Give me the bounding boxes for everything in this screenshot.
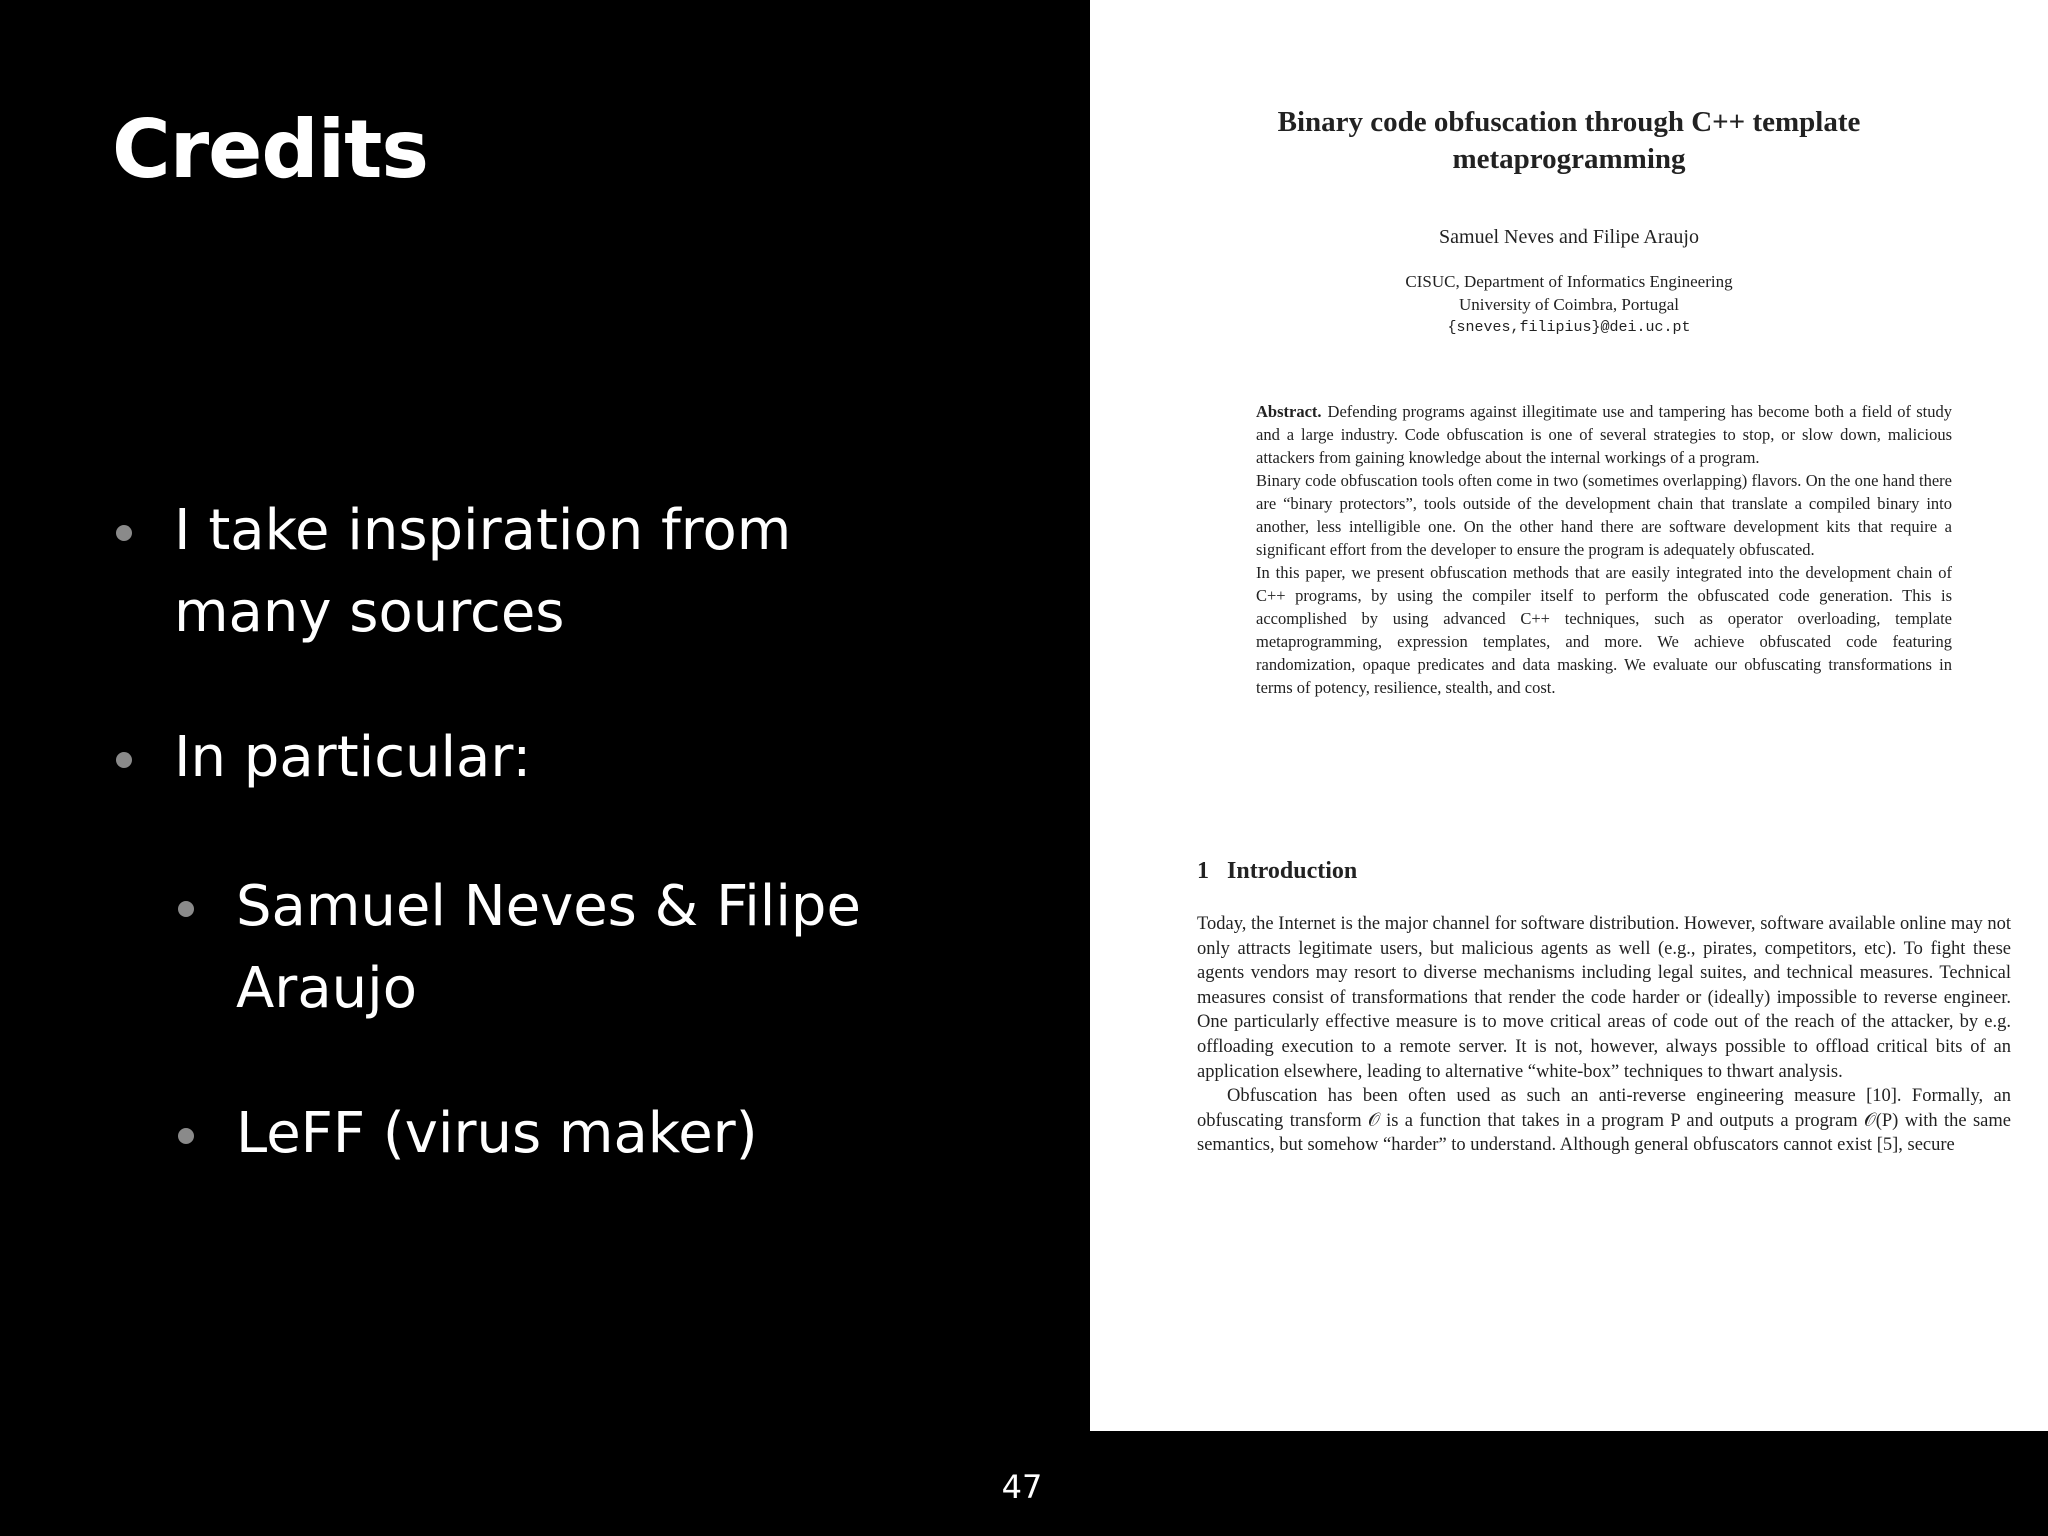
bullet-dot-icon xyxy=(178,901,194,917)
slide-title: Credits xyxy=(112,103,428,196)
page-number: 47 xyxy=(1001,1468,1043,1506)
paper-abstract xyxy=(1256,400,1952,699)
abstract-paragraph: In this paper, we present obfuscation methods that are easily integrated into the development chain of C++ programs, by using the compiler itself to perform the obfuscated code generation. This is accomplished by using advanced C++ techniques, such as operator overloading, template metaprogramming, expression templates, and more. We achieve obfuscated code featuring randomization, opaque predicates and data masking. We evaluate our obfuscating transformations in terms of potency, resilience, stealth, and cost. xyxy=(1256,563,1952,697)
abstract-text: Defending programs against illegitimate use and tampering has become both a field of study and a large industry. Code obfuscation is one of several strategies to stop, or slow down, malicious attackers from gaining knowledge about the internal workings of a program. xyxy=(1256,402,1952,467)
paper-screenshot xyxy=(1090,0,2048,1431)
bullet-dot-icon xyxy=(116,752,132,768)
abstract-paragraph: Binary code obfuscation tools often come in two (sometimes overlapping) flavors. On the one hand there are “binary protectors”, tools outside of the development chain that translate a compiled binary into another, less intelligible one. On the other hand there are software development kits that require a significant effort from the developer to ensure the program is adequately obfuscated. xyxy=(1256,471,1952,559)
author-email: {sneves,filipius}@dei.uc.pt xyxy=(1447,319,1691,336)
affiliation-line: University of Coimbra, Portugal xyxy=(1458,295,1680,314)
paper-affiliation xyxy=(1090,270,2048,339)
body-paragraph: Today, the Internet is the major channel for software distribution. However, software available online may not only attracts legitimate users, but malicious agents as well (e.g., pirates, competitors, etc). To fight these agents vendors may resort to diverse mechanisms including legal suites, and technical measures. Technical measures consist of transformations that render the code harder or (ideally) impossible to reverse engineer. One particularly effective measure is to move critical areas of code out of the reach of the attacker, by e.g. offloading execution to a remote server. It is not, however, always possible to offload critical bits of an application elsewhere, leading to alternative “white-box” techniques to thwart analysis. xyxy=(1197,914,2011,1082)
bullet-text: LeFF (virus maker) xyxy=(236,1101,758,1166)
bullet-dot-icon xyxy=(116,525,132,541)
bullet-text: Samuel Neves & Filipe Araujo xyxy=(236,874,861,1021)
section-title: Introduction xyxy=(1227,858,1358,884)
bullet-dot-icon xyxy=(178,1128,194,1144)
paper-body xyxy=(1197,912,2011,1158)
abstract-label: Abstract. xyxy=(1256,402,1322,421)
affiliation-line: CISUC, Department of Informatics Engineering xyxy=(1405,272,1733,291)
body-paragraph: Obfuscation has been often used as such an anti-reverse engineering measure [10]. Formally, an obfuscating transform 𝒪 is a function that takes in a program P and outputs a program 𝒪(P) with the same semantics, but somehow “harder” to understand. Although general obfuscators cannot exist [5], secure xyxy=(1197,1086,2011,1156)
abstract-paragraph xyxy=(1256,400,1952,469)
bullet-text: I take inspiration from many sources xyxy=(174,498,792,645)
bullet-text: In particular: xyxy=(174,725,532,790)
paper-title-line: metaprogramming xyxy=(1452,143,1686,175)
paper-authors: Samuel Neves and Filipe Araujo xyxy=(1439,226,1699,248)
section-number: 1 xyxy=(1197,858,1209,884)
section-heading xyxy=(1197,858,1357,885)
paper-title xyxy=(1090,104,2048,178)
paper-title-line: Binary code obfuscation through C++ template xyxy=(1277,106,1861,138)
